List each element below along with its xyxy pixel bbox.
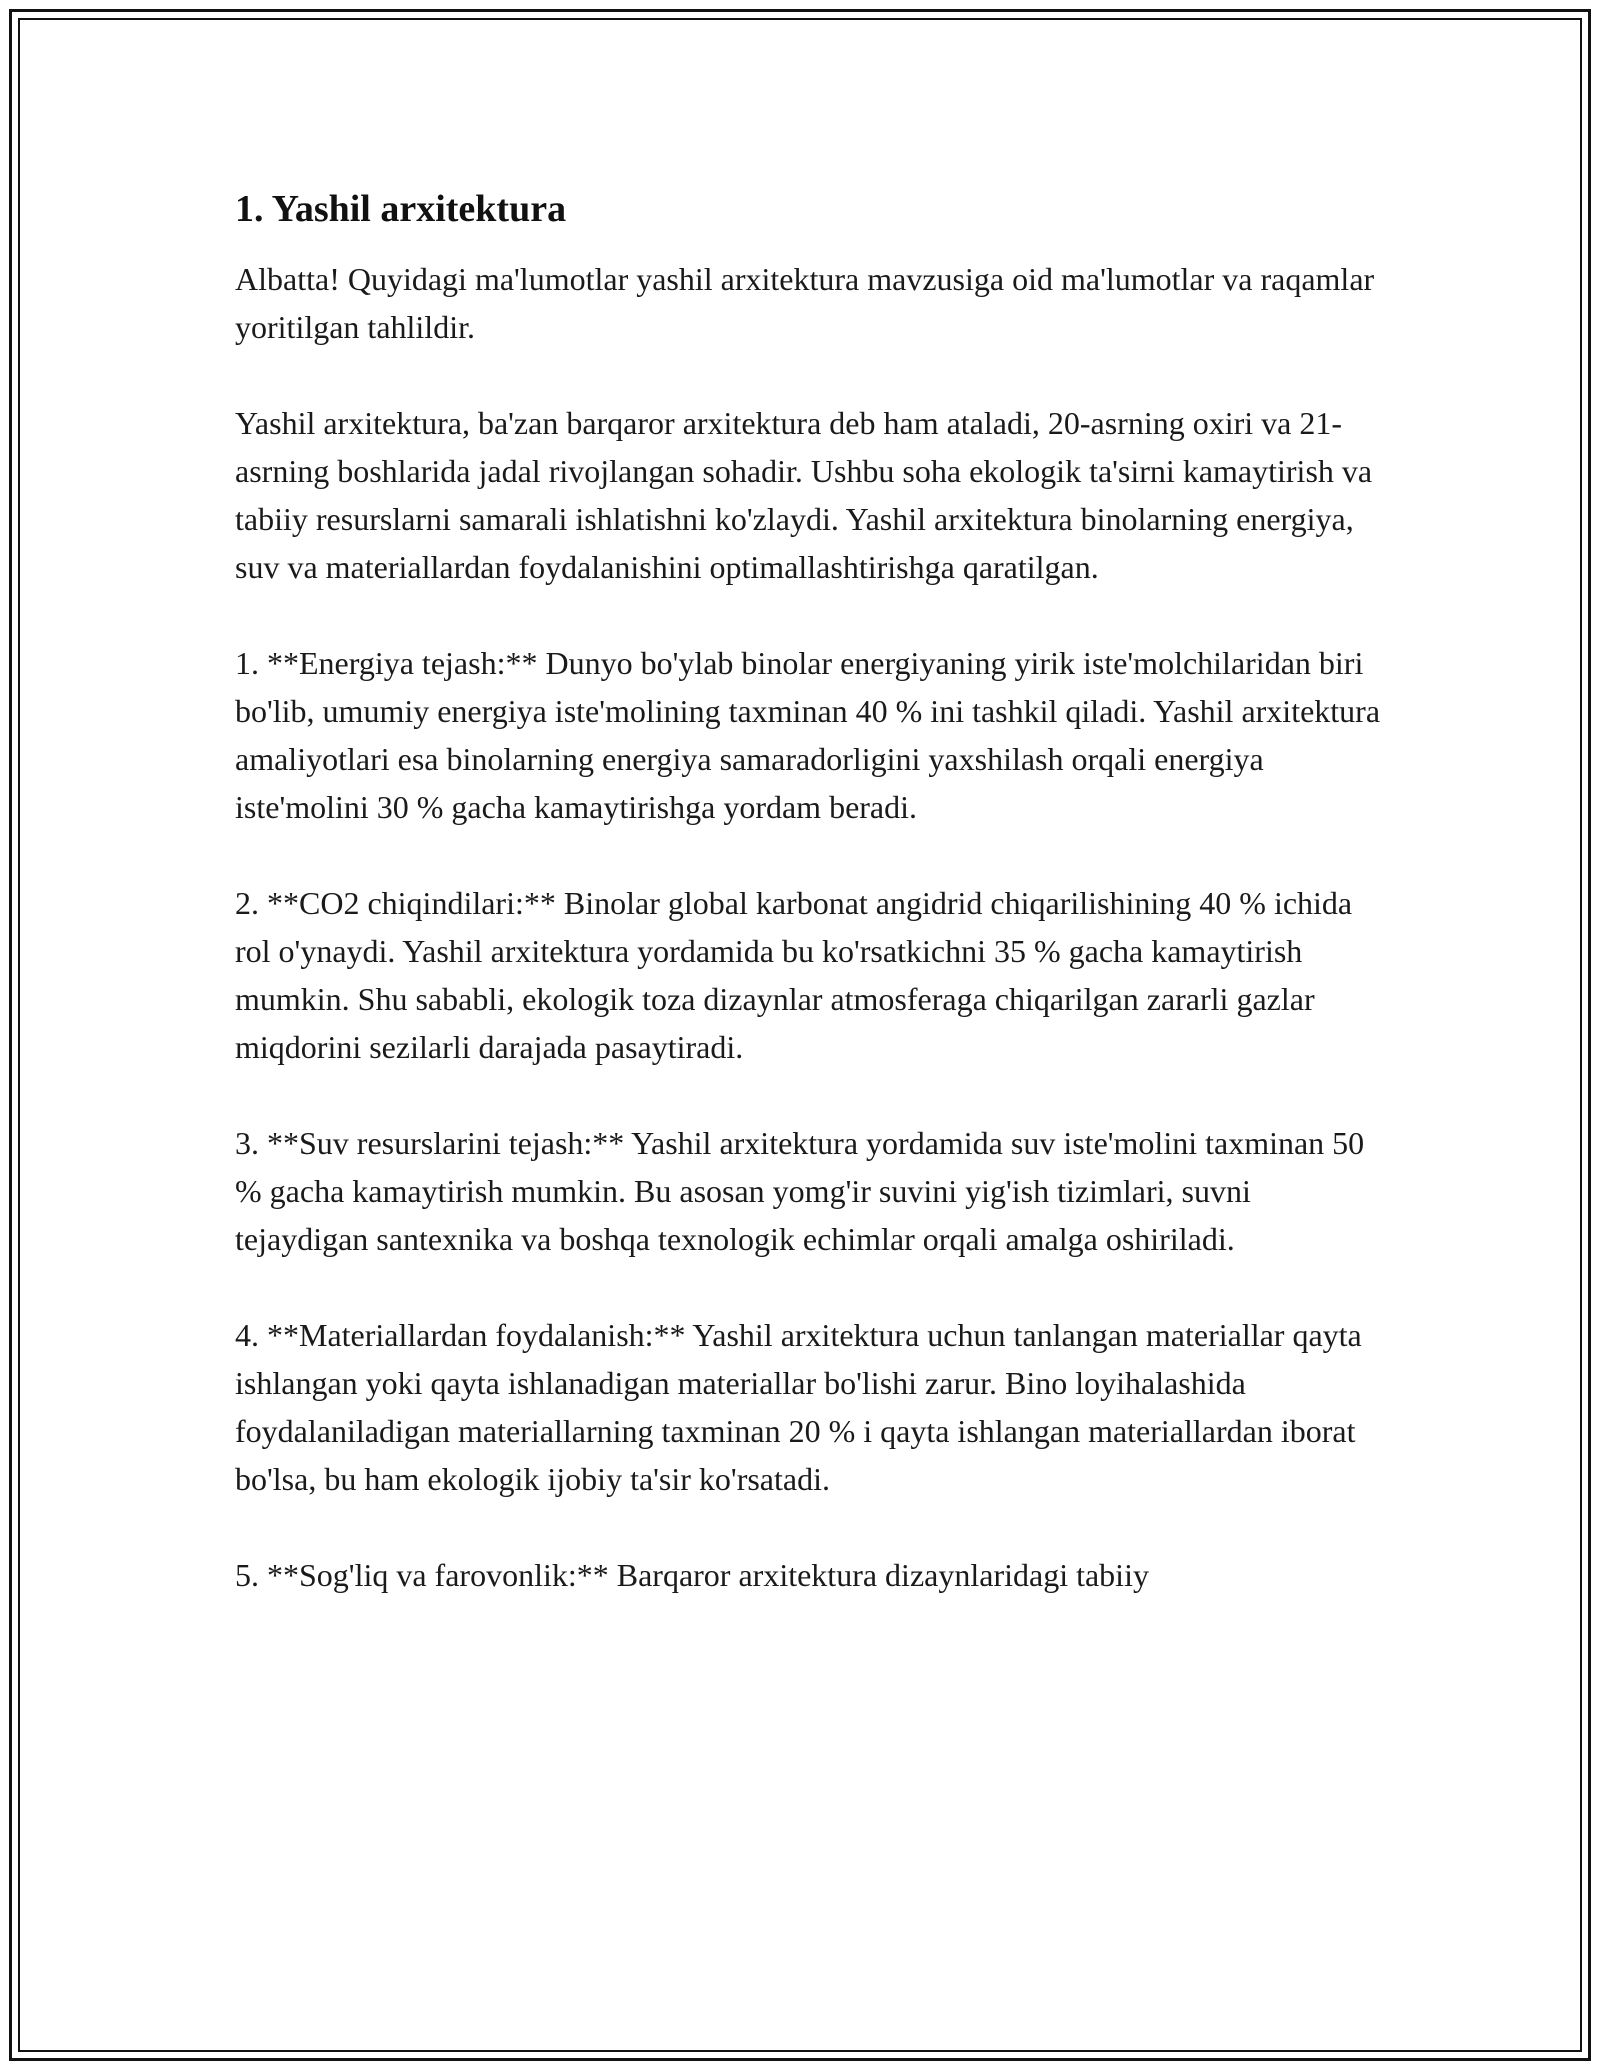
list-item-energy: 1. **Energiya tejash:** Dunyo bo'ylab binolar energiyaning yirik iste'molchilaridan biri bo'lib, umumiy energiya iste'molining taxminan 40 % ini tashkil qiladi. Yashil arxitektura amaliyotlari esa binolarning energiya samaradorligini yaxshilash orqali energiya iste'molini 30 % gacha kamaytirishga yordam beradi. [235,645,1381,825]
list-item-health: 5. **Sog'liq va farovonlik:** Barqaror arxitektura dizaynlaridagi tabiiy [235,1557,1149,1593]
intro-paragraph: Albatta! Quyidagi ma'lumotlar yashil arxitektura mavzusiga oid ma'lumotlar va raqamlar yoritilgan tahlildir. [235,261,1375,345]
document-title: 1. Yashil arxitektura [235,188,567,230]
list-item-materials: 4. **Materiallardan foydalanish:** Yashil arxitektura uchun tanlangan materiallar qayta ishlangan yoki qayta ishlanadigan materiallar bo'lishi zarur. Bino loyihalashida foydalaniladigan materiallarning taxminan 20 % i qayta ishlangan materiallardan iborat bo'lsa, bu ham ekologik ijobiy ta'sir ko'rsatadi. [235,1317,1362,1497]
list-item-water: 3. **Suv resurslarini tejash:** Yashil arxitektura yordamida suv iste'molini taxminan 50 % gacha kamaytirish mumkin. Bu asosan yomg'ir suvini yig'ish tizimlari, suvni tejaydigan santexnika va boshqa texnologik echimlar orqali amalga oshiriladi. [235,1125,1365,1257]
list-item-co2: 2. **CO2 chiqindilari:** Binolar global karbonat angidrid chiqarilishining 40 % ichida rol o'ynaydi. Yashil arxitektura yordamida bu ko'rsatkichni 35 % gacha kamaytirish mumkin. Shu sababli, ekologik toza dizaynlar atmosferaga chiqarilgan zararli gazlar miqdorini sezilarli darajada pasaytiradi. [235,885,1353,1065]
overview-paragraph: Yashil arxitektura, ba'zan barqaror arxitektura deb ham ataladi, 20-asrning oxiri va 21-asrning boshlarida jadal rivojlangan sohadir. Ushbu soha ekologik ta'sirni kamaytirish va tabiiy resurslarni samarali ishlatishni ko'zlaydi. Yashil arxitektura binolarning energiya, suv va materiallardan foydalanishini optimallashtirishga qaratilgan. [235,405,1373,585]
document-body [235,185,1385,1647]
